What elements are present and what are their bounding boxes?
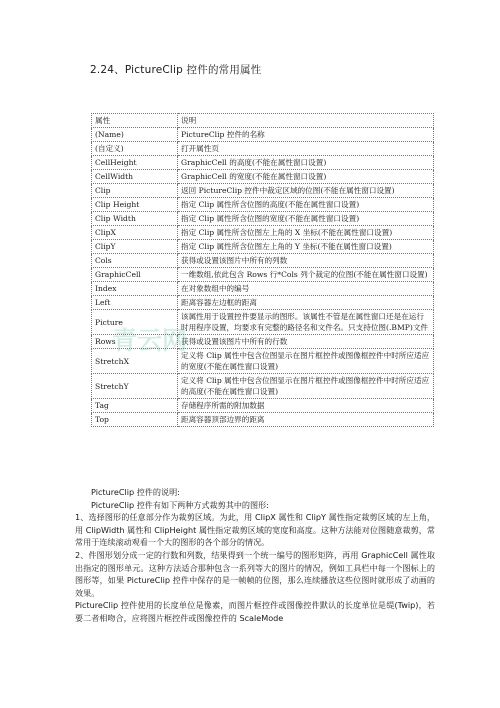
property-description: 定义将 Clip 属性中包含位图显示在图片框控件或图像框控件中时所应适应的高度(不能在属性窗口设置) bbox=[178, 374, 434, 399]
property-name: GraphicCell bbox=[92, 268, 178, 282]
property-name: (自定义) bbox=[92, 142, 178, 156]
properties-table bbox=[91, 113, 434, 427]
table-row bbox=[92, 296, 434, 310]
table-row bbox=[92, 142, 434, 156]
property-name: CellHeight bbox=[92, 156, 178, 170]
table-row bbox=[92, 254, 434, 268]
table-header-row bbox=[92, 114, 434, 128]
property-description: 打开属性页 bbox=[178, 142, 434, 156]
table-row bbox=[92, 374, 434, 399]
property-description: GraphicCell 的高度(不能在属性窗口设置) bbox=[178, 156, 434, 170]
property-description: 存储程序所需的附加数据 bbox=[178, 399, 434, 413]
property-name: Index bbox=[92, 282, 178, 296]
body-text bbox=[75, 486, 435, 625]
table-row bbox=[92, 413, 434, 427]
property-description: 在对象数组中的编号 bbox=[178, 282, 434, 296]
paragraph-units: PictureClip 控件使用的长度单位是像素，而图片框控件或图像控件默认的长度单位是缇(Twip)，若要二者相吻合，应将图片框控件或图像控件的 ScaleMode bbox=[75, 600, 435, 623]
property-description: 获得或设置该图片中所有的行数 bbox=[178, 335, 434, 349]
property-name: Cols bbox=[92, 254, 178, 268]
paragraph-method-2: 2、件图形划分成一定的行数和列数，结果得到一个统一编号的图形矩阵，再用 GraphicCell 属性取出指定的图形单元。这种方法适合那种包含一系列等大的图片的情况，例如工具栏中每一个图标上的图形等，如果 PictureClip 控件中保存的是一帧帧的位图，那么连续播放这些位图时就形成了动画的效果。 bbox=[75, 549, 435, 598]
table-row bbox=[92, 128, 434, 142]
property-description: 指定 Clip 属性所含位图左上角的 X 坐标(不能在属性窗口设置) bbox=[178, 226, 434, 240]
property-name: Clip Height bbox=[92, 198, 178, 212]
table-row bbox=[92, 170, 434, 184]
table-row bbox=[92, 268, 434, 282]
property-name: (Name) bbox=[92, 128, 178, 142]
table-row bbox=[92, 198, 434, 212]
table-row bbox=[92, 184, 434, 198]
table-row bbox=[92, 399, 434, 413]
property-description: 定义将 Clip 属性中包含位图显示在图片框控件或图像框控件中时所应适应的宽度(不能在属性窗口设置) bbox=[178, 349, 434, 374]
paragraph-methods: PictureClip 控件有如下两种方式裁剪其中的图形: bbox=[91, 499, 269, 510]
property-name: ClipX bbox=[92, 226, 178, 240]
property-description: 返回 PictureClip 控件中裁定区域的位图(不能在属性窗口设置) bbox=[178, 184, 434, 198]
paragraph-intro: PictureClip 控件的说明: bbox=[91, 487, 180, 497]
header-description: 说明 bbox=[178, 114, 434, 128]
table-row bbox=[92, 240, 434, 254]
property-description: 指定 Clip 属性所含位图的宽度(不能在属性窗口设置) bbox=[178, 212, 434, 226]
property-description: 距离容器顶部边界的距离 bbox=[178, 413, 434, 427]
table-row bbox=[92, 226, 434, 240]
property-name: ClipY bbox=[92, 240, 178, 254]
property-description: 指定 Clip 属性所含位图左上角的 Y 坐标(不能在属性窗口设置) bbox=[178, 240, 434, 254]
property-name: Clip Width bbox=[92, 212, 178, 226]
property-name: Top bbox=[92, 413, 178, 427]
header-property: 属性 bbox=[92, 114, 178, 128]
property-name: Picture bbox=[92, 310, 178, 335]
property-description: 一维数组,依此包含 Rows 行*Cols 列个裁定的位图(不能在属性窗口设置) bbox=[178, 268, 434, 282]
property-name: StretchY bbox=[92, 374, 178, 399]
property-name: Left bbox=[92, 296, 178, 310]
property-name: Clip bbox=[92, 184, 178, 198]
table-row bbox=[92, 212, 434, 226]
property-description: 距离容器左边框的距离 bbox=[178, 296, 434, 310]
property-name: Rows bbox=[92, 335, 178, 349]
property-name: Tag bbox=[92, 399, 178, 413]
table-row bbox=[92, 282, 434, 296]
property-description: GraphicCell 的宽度(不能在属性窗口设置) bbox=[178, 170, 434, 184]
watermark-text: 青云网 bbox=[112, 326, 188, 355]
paragraph-method-1: 1、选择图形的任意部分作为裁剪区域。为此，用 ClipX 属性和 ClipY 属性指定裁剪区域的左上角，用 ClipWidth 属性和 ClipHeight 属性指定裁剪区域的宽度和高度。这种方法能对位图随意裁剪，常常用于连续滚动观看一个大的图形的各个部分的情况。 bbox=[75, 512, 435, 548]
property-description: 获得或设置该图片中所有的列数 bbox=[178, 254, 434, 268]
property-name: StretchX bbox=[92, 349, 178, 374]
property-description: 指定 Clip 属性所含位图的高度(不能在属性窗口设置) bbox=[178, 198, 434, 212]
section-heading: 2.24、PictureClip 控件的常用属性 bbox=[90, 64, 262, 76]
property-name: CellWidth bbox=[92, 170, 178, 184]
property-description: PictureClip 控件的名称 bbox=[178, 128, 434, 142]
property-description: 该属性用于设置控件要显示的图形。该属性不管是在属性窗口还是在运行时用程序设置，均要求有完整的路径名和文件名。只支持位图(.BMP)文件 bbox=[178, 310, 434, 335]
table-row bbox=[92, 156, 434, 170]
watermark-logo bbox=[110, 322, 190, 356]
